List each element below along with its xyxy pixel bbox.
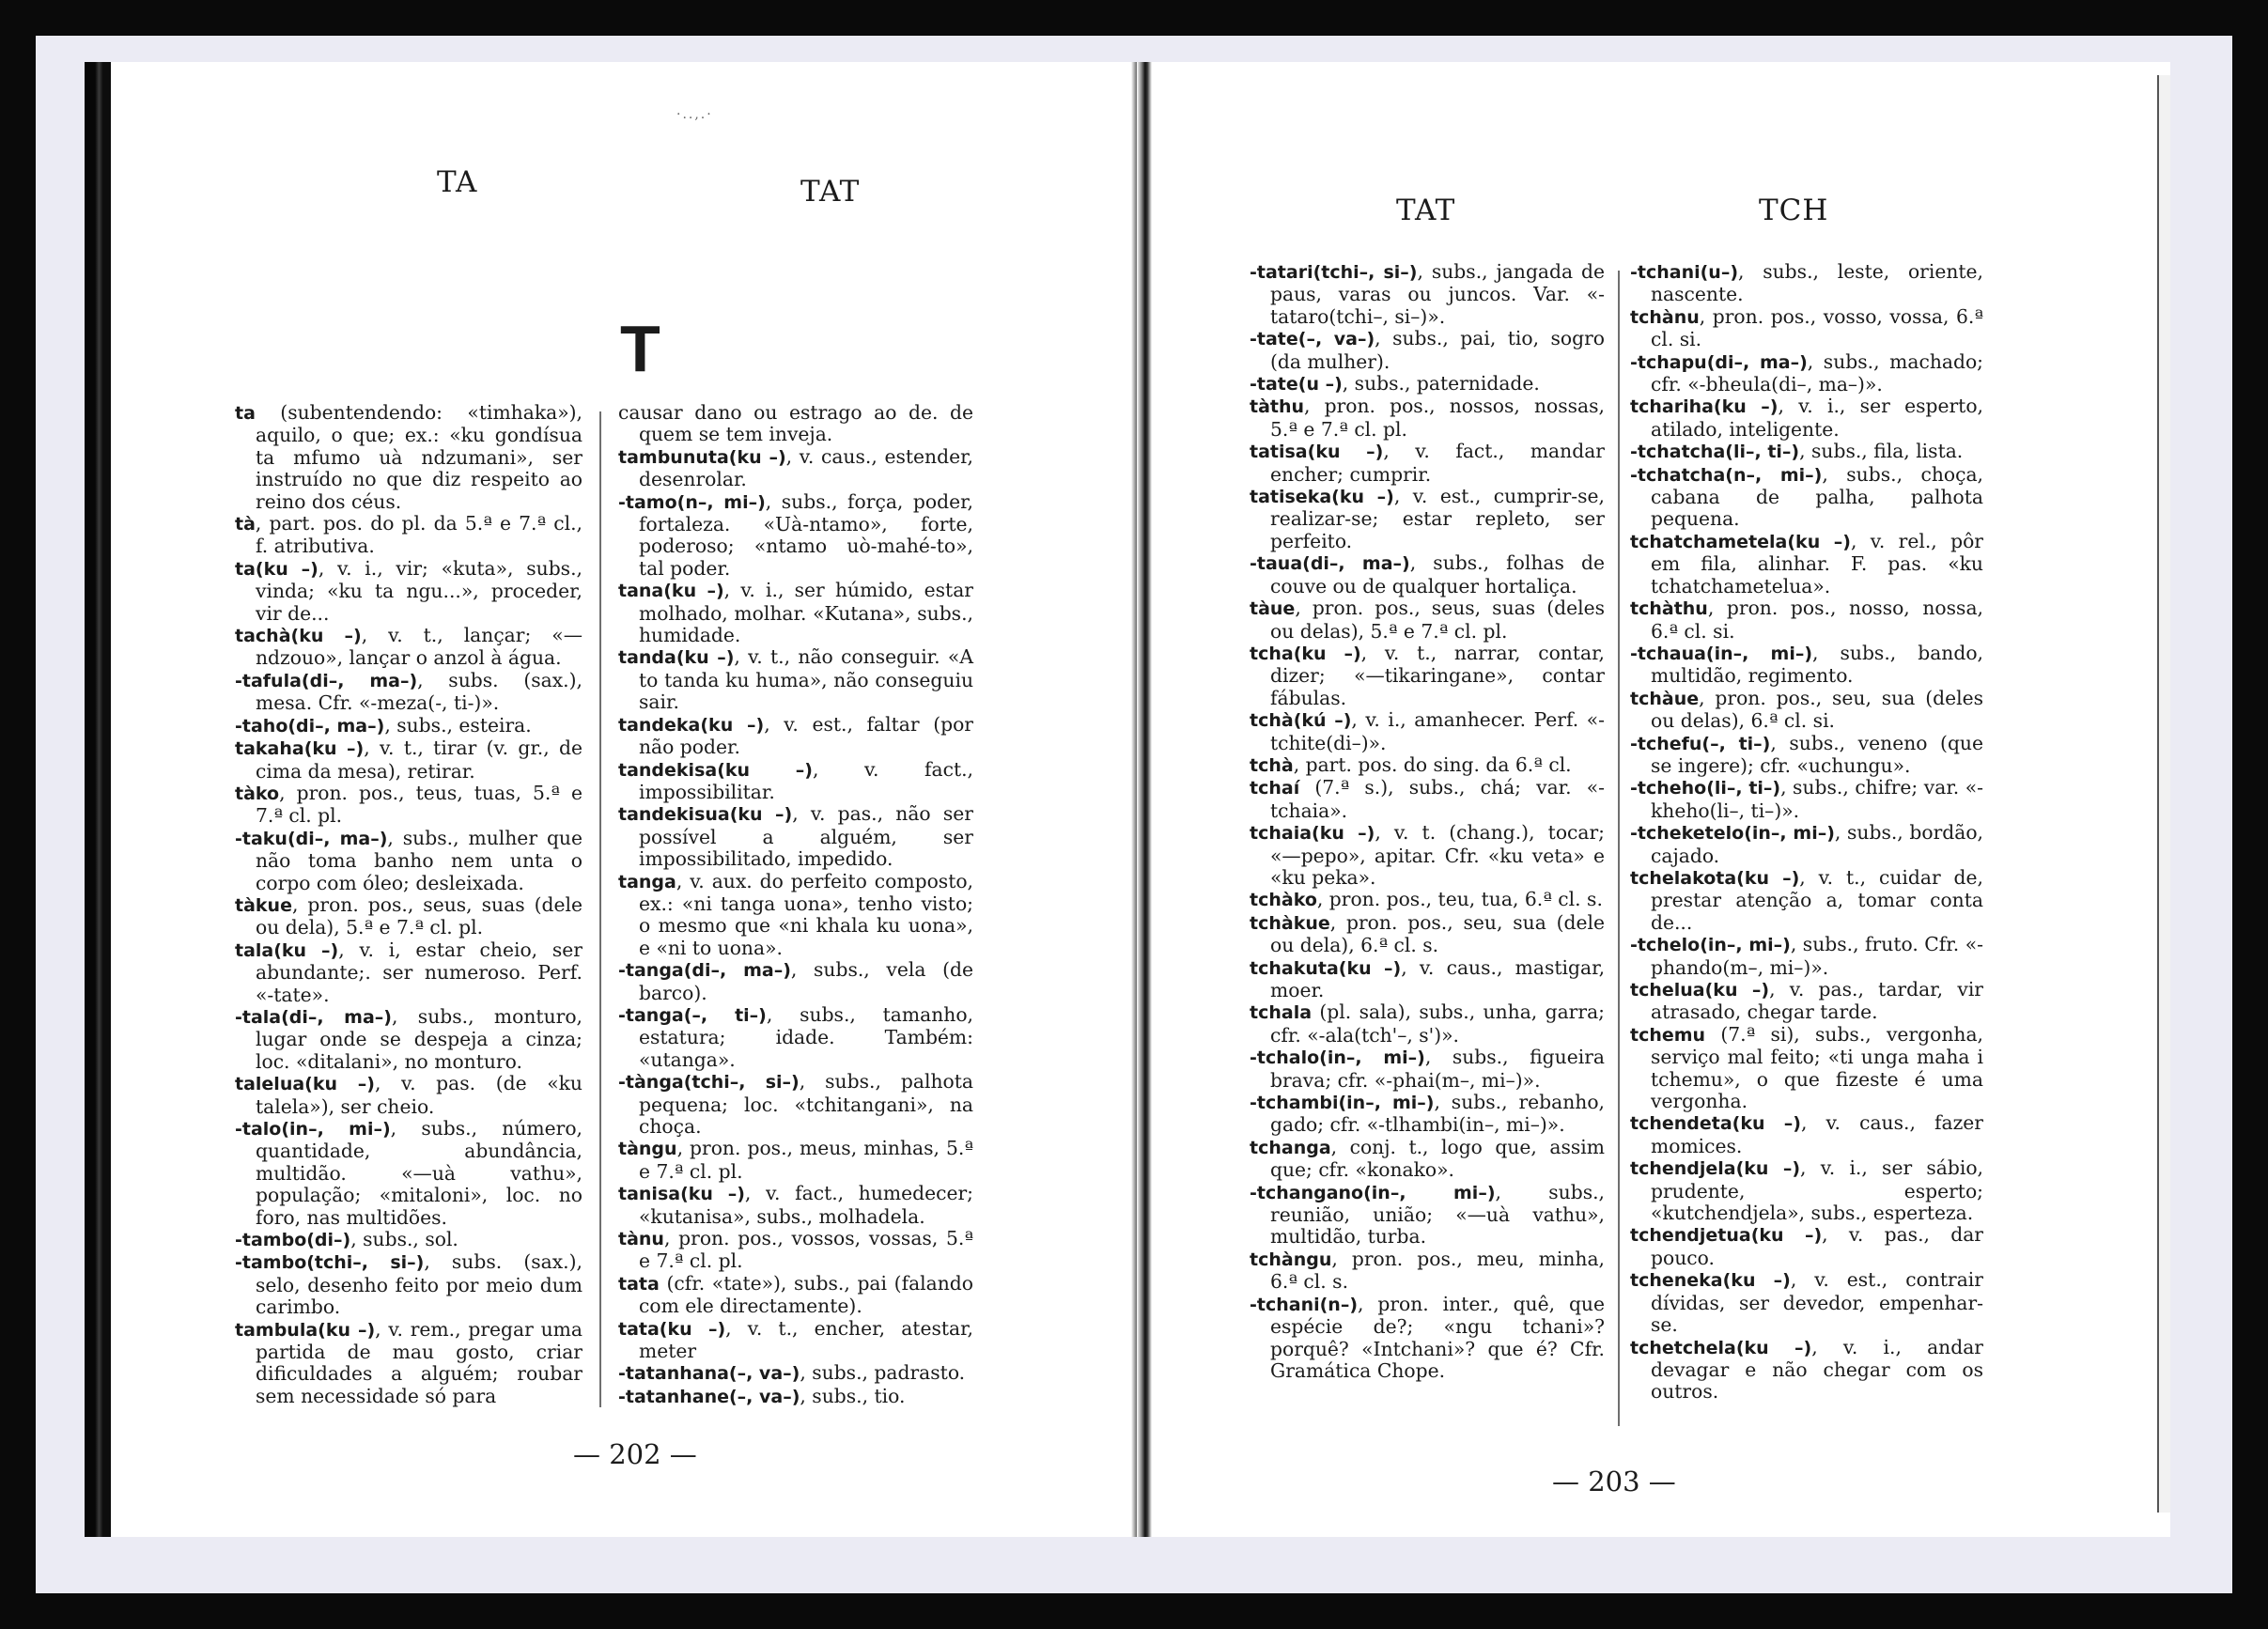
entry-definition: , pron. pos., teu, tua, 6.ª cl. s. [1316, 888, 1603, 911]
entry-definition: (7.ª s.), subs., chá; var. «-tchaia». [1270, 776, 1605, 822]
dictionary-entry [1250, 373, 1605, 396]
entry-definition: , subs., padrasto. [800, 1361, 966, 1385]
entry-headword: -tate(u –) [1250, 374, 1343, 396]
page-gutter [1137, 62, 1152, 1537]
entry-headword: -taua(di–, ma–) [1250, 553, 1410, 575]
dictionary-entry [1630, 1269, 1983, 1336]
right-header-end: TCH [1759, 194, 1829, 227]
entry-definition: , v. i., ser esperto, atilado, inteligente. [1651, 395, 1983, 441]
right-header-start: TAT [1396, 194, 1456, 227]
page-edge [2157, 75, 2170, 1513]
entry-headword: tatisa(ku –) [1250, 442, 1384, 463]
entry-definition: , pron. pos., meu, minha, 6.ª cl. s. [1270, 1247, 1605, 1294]
dictionary-entry [1250, 889, 1605, 911]
entry-definition: , v. pas., tardar, vir atrasado, chegar tarde. [1651, 978, 1983, 1024]
entry-headword: tchetchela(ku –) [1630, 1337, 1812, 1358]
entry-definition: , v. caus., fazer momices. [1651, 1111, 1983, 1157]
dictionary-entry [235, 1229, 583, 1251]
entry-definition: (pl. sala), subs., unha, garra; cfr. «-ala(tch'–, s')». [1270, 1001, 1605, 1047]
entry-definition: , subs., figueira brava; cfr. «-phai(m–, mi–)». [1270, 1046, 1605, 1092]
entry-headword: ta [235, 403, 256, 424]
entry-headword: -tatanhane(–, va–) [618, 1386, 800, 1407]
dictionary-entry [1250, 1294, 1605, 1383]
dictionary-entry [1630, 396, 1983, 441]
entry-headword: -tanga(di–, ma–) [618, 960, 791, 982]
entry-definition: , v. caus., mastigar, moer. [1270, 955, 1606, 1001]
scan-background [36, 36, 2232, 1593]
dictionary-entry [618, 1273, 973, 1318]
entry-definition: , subs., reunião, união; «—uà vathu», multidão, turba. [1270, 1180, 1605, 1249]
entry-headword: tàthu [1250, 396, 1305, 418]
entry-definition: , subs., esteira. [384, 713, 532, 737]
dictionary-entry [1630, 934, 1983, 979]
entry-definition: , v. caus., estender, desenrolar. [639, 444, 973, 491]
entry-headword: -tchambi(in–, mi–) [1250, 1093, 1435, 1114]
dictionary-entry [235, 1251, 583, 1318]
dictionary-entry [235, 828, 583, 894]
entry-headword: -tchelo(in–, mi–) [1630, 935, 1791, 956]
entry-headword: -tchapu(di–, ma–) [1630, 351, 1808, 373]
dictionary-entry [1630, 867, 1983, 934]
entry-definition: , pron. pos., vossos, vossas, 5.ª e 7.ª cl. pl. [639, 1227, 973, 1273]
left-header-end: TAT [800, 175, 861, 209]
dictionary-entry [1250, 1182, 1605, 1249]
page-number-202: — 202 — [573, 1438, 697, 1470]
entry-definition: , v. i., andar devagar e não chegar com os outros. [1651, 1335, 1984, 1404]
entry-headword: -tchalo(in–, mi–) [1250, 1047, 1425, 1069]
entry-headword: tchàue [1630, 688, 1700, 709]
entry-definition: , pron. pos., meus, minhas, 5.ª e 7.ª cl. pl. [639, 1137, 973, 1183]
entry-headword: -tamo(n–, mi–) [618, 491, 766, 513]
entry-definition: , pron. pos., seus, suas (dele ou dela), 5.ª e 7.ª cl. pl. [256, 892, 583, 939]
dictionary-entry [618, 1138, 973, 1183]
entry-headword: tchemu [1630, 1024, 1706, 1046]
dictionary-entry [1250, 1137, 1605, 1182]
entry-headword: tchendeta(ku –) [1630, 1113, 1801, 1135]
entry-definition: , v. t., cuidar de, prestar atenção a, tomar conta de... [1651, 865, 1983, 934]
entry-headword: -tatanhana(–, va–) [618, 1363, 800, 1385]
entry-definition: , part. pos. do sing. da 6.ª cl. [1293, 752, 1572, 776]
print-smudge: ·..,.· [676, 107, 713, 122]
dictionary-entry [618, 959, 973, 1004]
dictionary-entry [1630, 1337, 1983, 1404]
entry-definition: , v. t., tirar (v. gr., de cima da mesa), retirar. [256, 737, 583, 783]
section-letter: T [620, 312, 660, 385]
entry-definition: , v. est., contrair dívidas, ser devedor, empenhar-se. [1651, 1268, 1983, 1337]
dictionary-entry [1250, 552, 1605, 597]
entry-headword: tchàthu [1630, 598, 1708, 620]
dictionary-entry [618, 1004, 973, 1071]
dictionary-entry [1250, 912, 1605, 957]
dictionary-entry [1250, 1001, 1605, 1047]
dictionary-entry [235, 625, 583, 670]
dictionary-entry [618, 1362, 973, 1385]
dictionary-entry [1630, 597, 1983, 643]
dictionary-entry [1630, 979, 1983, 1024]
entry-headword: tchanga [1250, 1137, 1331, 1158]
dictionary-entry [1630, 822, 1983, 867]
entry-headword: tanga [618, 871, 676, 892]
dictionary-entry [1250, 754, 1605, 777]
entry-definition: , v. fact., impossibilitar. [639, 757, 973, 803]
entry-definition: , v. t. (chang.), tocar; «—pepo», apitar. Cfr. «ku veta» e «ku peka». [1270, 821, 1606, 889]
entry-definition: , v. t., encher, atestar, meter [639, 1316, 974, 1363]
dictionary-entry [1250, 597, 1605, 643]
dictionary-entry [1630, 1024, 1983, 1113]
entry-definition: , conj. t., logo que, assim que; cfr. «konako». [1270, 1135, 1605, 1182]
entry-definition: , subs., palhota pequena; loc. «tchitangani», na choça. [639, 1070, 973, 1138]
entry-headword: -tchangano(in–, mi–) [1250, 1182, 1496, 1203]
dictionary-entry [618, 759, 973, 804]
entry-definition: , pron. pos., nossos, nossas, 5.ª e 7.ª cl. pl. [1270, 395, 1605, 441]
dictionary-entry [1630, 688, 1983, 733]
entry-headword: tchàngu [1250, 1249, 1332, 1270]
right-column-1 [1250, 261, 1605, 1382]
entry-headword: -tchefu(–, ti–) [1630, 733, 1771, 754]
entry-definition: , pron. pos., seu, sua (deles ou delas), 6.ª cl. si. [1651, 686, 1983, 733]
entry-headword: -tatari(tchi–, si–) [1250, 262, 1418, 283]
entry-definition: , v. aux. do perfeito composto, ex.: «ni tanga uona», tenho visto; o mesmo que «ni khala ku uona», e «ni to uona». [639, 869, 973, 959]
entry-headword: tchariha(ku –) [1630, 396, 1779, 418]
entry-definition: , subs., vela (de barco). [639, 958, 974, 1004]
entry-headword: tchà(kú –) [1250, 710, 1352, 732]
book-spine [85, 62, 111, 1537]
dictionary-entry [235, 939, 583, 1006]
entry-headword: tana(ku –) [618, 581, 724, 602]
entry-headword: -tchaua(in–, mi–) [1630, 643, 1813, 664]
entry-definition: , subs., folhas de couve ou de qualquer hortaliça. [1270, 551, 1605, 597]
left-column-2 [618, 402, 973, 1408]
entry-headword: tambula(ku –) [235, 1319, 376, 1341]
dictionary-entry [1630, 351, 1983, 396]
dictionary-entry [618, 402, 973, 446]
dictionary-entry [1250, 643, 1605, 709]
entry-definition: , subs., leste, oriente, nascente. [1651, 260, 1983, 306]
dictionary-entry [1250, 1092, 1605, 1137]
entry-definition: , v. est., cumprir-se, realizar-se; estar repleto, ser perfeito. [1270, 485, 1605, 552]
dictionary-entry [1250, 822, 1605, 889]
entry-definition: , subs., bordão, cajado. [1651, 821, 1983, 867]
dictionary-entry [1630, 733, 1983, 778]
dictionary-entry [235, 737, 583, 783]
entry-headword: -tambo(tchi–, si–) [235, 1252, 425, 1274]
entry-definition: , v. fact., humedecer; «kutanisa», subs., molhadela. [639, 1182, 973, 1228]
dictionary-entry [235, 402, 583, 513]
dictionary-entry [235, 1319, 583, 1408]
entry-headword: -tate(–, va–) [1250, 329, 1375, 350]
entry-definition: , subs., tamanho, estatura; idade. Também: «utanga». [639, 1002, 973, 1071]
entry-definition: , v. pas., não ser possível a alguém, ser impossibilitado, impedido. [639, 802, 974, 871]
entry-definition: , v. pas., dar pouco. [1651, 1223, 1984, 1269]
entry-definition: , subs., machado; cfr. «-bheula(di–, ma–)». [1651, 349, 1983, 396]
entry-headword: -tanga(–, ti–) [618, 1004, 767, 1026]
entry-headword: tata(ku –) [618, 1318, 726, 1340]
dictionary-entry [1250, 441, 1605, 486]
entry-definition: , subs., fila, lista. [1799, 440, 1964, 463]
entry-headword: tchala [1250, 1002, 1313, 1024]
dictionary-entry [235, 1118, 583, 1229]
entry-definition: , v. t., narrar, contar, dizer; «—tikaringane», contar fábulas. [1270, 641, 1606, 709]
entry-headword: tachà(ku –) [235, 626, 362, 647]
entry-definition: , v. i., ser húmido, estar molhado, molhar. «Kutana», subs., humidade. [639, 579, 973, 647]
dictionary-entry [235, 1006, 583, 1073]
entry-headword: -tcheketelo(in–, mi–) [1630, 823, 1835, 845]
entry-definition: , pron. pos., teus, tuas, 5.ª e 7.ª cl. pl. [256, 781, 583, 828]
entry-headword: tchatchametela(ku –) [1630, 531, 1851, 552]
entry-definition: , subs., veneno (que se ingere); cfr. «uchungu». [1651, 731, 1983, 777]
entry-headword: tchaí [1250, 778, 1300, 799]
entry-headword: tchakuta(ku –) [1250, 957, 1402, 979]
entry-definition: , v. est., faltar (por não poder. [639, 712, 973, 759]
entry-headword: -tala(di–, ma–) [235, 1006, 392, 1028]
entry-headword: -tànga(tchi–, si–) [618, 1072, 800, 1094]
dictionary-entry [1630, 441, 1983, 463]
entry-definition: , pron. pos., seus, suas (deles ou delas), 5.ª e 7.ª cl. pl. [1270, 597, 1605, 643]
entry-definition: , subs., chifre; var. «-kheho(li–, ti–)». [1651, 776, 1984, 822]
entry-definition: , subs., mulher que não toma banho nem unta o corpo com óleo; desleixada. [256, 826, 583, 894]
dictionary-entry [1630, 261, 1983, 306]
dictionary-entry [1250, 777, 1605, 822]
left-page [85, 62, 1146, 1537]
entry-definition: , pron. inter., quê, que espécie de?; «ngu tchani»? porquê? «Intchani»? que é? Cfr. Gramática Chope. [1270, 1292, 1605, 1382]
entry-headword: -tafula(di–, ma–) [235, 670, 418, 691]
entry-headword: tchelakota(ku –) [1630, 867, 1800, 889]
entry-definition: , subs. (sax.), selo, desenho feito por meio dum carimbo. [256, 1250, 583, 1319]
entry-definition: , subs., paternidade. [1342, 372, 1540, 396]
entry-definition: , subs., força, poder, fortaleza. «Uà-ntamo», forte, poderoso; «ntamo uò-mahé-to», tal poder. [639, 489, 973, 580]
entry-definition: , subs., número, quantidade, abundância, multidão. «—uà vathu», população; «mitaloni», loc. no foro, nas multidões. [256, 1117, 583, 1229]
dictionary-entry [1250, 328, 1605, 373]
page-number-203: — 203 — [1552, 1466, 1676, 1497]
dictionary-entry [235, 715, 583, 737]
dictionary-entry [1630, 1157, 1983, 1224]
entry-definition: , pron. pos., seu, sua (dele ou dela), 6.ª cl. s. [1270, 910, 1605, 957]
dictionary-entry [235, 558, 583, 625]
dictionary-entry [235, 1073, 583, 1118]
column-rule [599, 411, 601, 1407]
entry-headword: tambunuta(ku –) [618, 446, 786, 468]
entry-definition: , v. t., lançar; «—ndzouo», lançar o anzol à água. [256, 624, 583, 670]
entry-definition: , subs., fruto. Cfr. «-phando(m–, mi–)». [1651, 933, 1983, 979]
dictionary-entry [1250, 486, 1605, 552]
dictionary-entry [235, 783, 583, 828]
entry-headword: tàko [235, 783, 280, 804]
dictionary-entry [235, 513, 583, 558]
entry-definition: , subs., choça, cabana de palha, palhota pequena. [1651, 462, 1984, 531]
entry-headword: -talo(in–, mi–) [235, 1119, 391, 1140]
dictionary-entry [1630, 306, 1983, 351]
entry-headword: tanda(ku –) [618, 647, 735, 669]
entry-definition: , v. i., ser sábio, prudente, esperto; «kutchendjela», subs., esperteza. [1651, 1156, 1984, 1225]
entry-definition: (subentendendo: «timhaka»), aquilo, o que; ex.: «ku gondísua ta mfumo uà ndzumani», ser instruído no que diz respeito ao reino dos céus. [255, 401, 583, 513]
entry-definition: , subs., jangada de paus, varas ou juncos. Var. «-tataro(tchi–, si–)». [1270, 260, 1606, 328]
entry-headword: tàkue [235, 894, 292, 916]
entry-definition: , v. i, estar cheio, ser abundante;. ser numeroso. Perf. «-tate». [256, 938, 583, 1006]
dictionary-entry [618, 1071, 973, 1138]
entry-definition: , v. rel., pôr em fila, alinhar. F. pas. «ku tchatchametelua». [1651, 529, 1983, 597]
entry-headword: tala(ku –) [235, 939, 339, 961]
entry-headword: -taku(di–, ma–) [235, 828, 388, 849]
dictionary-entry [618, 803, 973, 870]
dictionary-entry [1630, 777, 1983, 822]
dictionary-entry [618, 1318, 973, 1363]
entry-definition: , subs., tio. [800, 1384, 906, 1407]
dictionary-entry [1630, 643, 1983, 688]
entry-headword: tandeka(ku –) [618, 714, 765, 736]
entry-headword: tchànu [1630, 306, 1700, 328]
entry-headword: ta(ku –) [235, 558, 318, 580]
right-column-2 [1630, 261, 1983, 1404]
entry-definition: causar dano ou estrago ao de. de quem se tem inveja. [618, 401, 973, 446]
entry-headword: tàue [1250, 598, 1296, 620]
entry-headword: -tchatcha(n–, mi–) [1630, 464, 1823, 486]
dictionary-entry [618, 714, 973, 759]
dictionary-entry [1250, 396, 1605, 441]
entry-headword: tchàko [1250, 890, 1317, 911]
entry-headword: tchendjetua(ku –) [1630, 1225, 1823, 1247]
column-rule [1618, 271, 1620, 1426]
entry-headword: -tchani(n–) [1250, 1294, 1359, 1315]
left-header-start: TA [437, 165, 478, 199]
dictionary-entry [1630, 1112, 1983, 1157]
entry-definition: , pron. pos., vosso, vossa, 6.ª cl. si. [1651, 304, 1983, 351]
dictionary-entry [1250, 709, 1605, 754]
right-page [1137, 62, 2170, 1537]
entry-definition: , subs., rebanho, gado; cfr. «-tlhambi(in–, mi–)». [1270, 1091, 1605, 1137]
entry-definition: , subs., pai, tio, sogro (da mulher). [1270, 327, 1605, 373]
dictionary-entry [618, 580, 973, 646]
entry-headword: -tchatcha(li–, ti–) [1630, 442, 1800, 463]
entry-headword: tchàkue [1250, 912, 1330, 934]
entry-definition: , subs., bando, multidão, regimento. [1651, 641, 1983, 688]
dictionary-entry [1250, 1047, 1605, 1092]
entry-headword: tata [618, 1273, 660, 1295]
dictionary-entry [618, 1183, 973, 1228]
entry-headword: tcha(ku –) [1250, 643, 1361, 664]
dictionary-entry [618, 1228, 973, 1273]
entry-definition: , pron. pos., nosso, nossa, 6.ª cl. si. [1651, 597, 1983, 643]
entry-definition: , subs., sol. [350, 1228, 458, 1251]
entry-definition: , subs., monturo, lugar onde se despeja a cinza; loc. «ditalani», no monturo. [256, 1004, 583, 1073]
entry-definition: (7.ª si), subs., vergonha, serviço mal feito; «ti unga maha i tchemu», o que fizeste é uma vergonha. [1651, 1022, 1983, 1113]
entry-headword: tchà [1250, 754, 1294, 776]
entry-headword: -tambo(di–) [235, 1230, 351, 1251]
dictionary-entry [618, 491, 973, 581]
entry-headword: tcheneka(ku –) [1630, 1270, 1791, 1292]
entry-headword: tchaia(ku –) [1250, 823, 1375, 845]
entry-headword: tchendjela(ku –) [1630, 1158, 1801, 1180]
entry-definition: , v. fact., mandar encher; cumprir. [1270, 440, 1605, 486]
dictionary-entry [618, 446, 973, 491]
entry-headword: tanisa(ku –) [618, 1184, 745, 1205]
entry-headword: tànu [618, 1229, 664, 1250]
entry-headword: tà [235, 514, 256, 535]
dictionary-entry [1630, 1224, 1983, 1269]
dictionary-entry [1630, 531, 1983, 597]
dictionary-entry [1250, 957, 1605, 1002]
dictionary-entry [1250, 1249, 1605, 1294]
entry-headword: talelua(ku –) [235, 1074, 375, 1095]
dictionary-entry [618, 871, 973, 960]
dictionary-entry [235, 894, 583, 939]
entry-headword: -tchani(u–) [1630, 262, 1739, 283]
entry-headword: -taho(di–, ma–) [235, 715, 385, 737]
dictionary-entry [235, 670, 583, 715]
dictionary-entry [618, 646, 973, 713]
entry-definition: , v. i., amanhecer. Perf. «-tchite(di–)». [1270, 708, 1606, 754]
entry-definition: , v. t., não conseguir. «A to tanda ku huma», não conseguiu sair. [639, 645, 973, 714]
entry-definition: , v. rem., pregar uma partida de mau gosto, criar dificuldades a alguém; roubar sem necessidade só para [256, 1317, 583, 1407]
entry-headword: tandekisua(ku –) [618, 804, 793, 826]
entry-definition: (cfr. «tate»), subs., pai (falando com ele directamente). [639, 1271, 973, 1318]
dictionary-entry [618, 1386, 973, 1408]
left-column-1 [235, 402, 583, 1407]
entry-definition: , subs. (sax.), mesa. Cfr. «-meza(-, ti-)». [256, 668, 583, 715]
entry-headword: tàngu [618, 1139, 677, 1160]
entry-headword: tandekisa(ku –) [618, 759, 813, 781]
entry-definition: , v. i., vir; «kuta», subs., vinda; «ku ta ngu...», proceder, vir de... [256, 556, 583, 625]
entry-headword: tchelua(ku –) [1630, 980, 1770, 1001]
dictionary-entry [1250, 261, 1605, 328]
entry-headword: takaha(ku –) [235, 738, 365, 760]
entry-headword: -tcheho(li–, ti–) [1630, 778, 1781, 799]
entry-definition: , v. pas. (de «ku talela»), ser cheio. [256, 1072, 583, 1118]
entry-definition: , part. pos. do pl. da 5.ª e 7.ª cl., f. atributiva. [255, 512, 583, 558]
dictionary-entry [1630, 464, 1983, 531]
entry-headword: tatiseka(ku –) [1250, 487, 1394, 508]
